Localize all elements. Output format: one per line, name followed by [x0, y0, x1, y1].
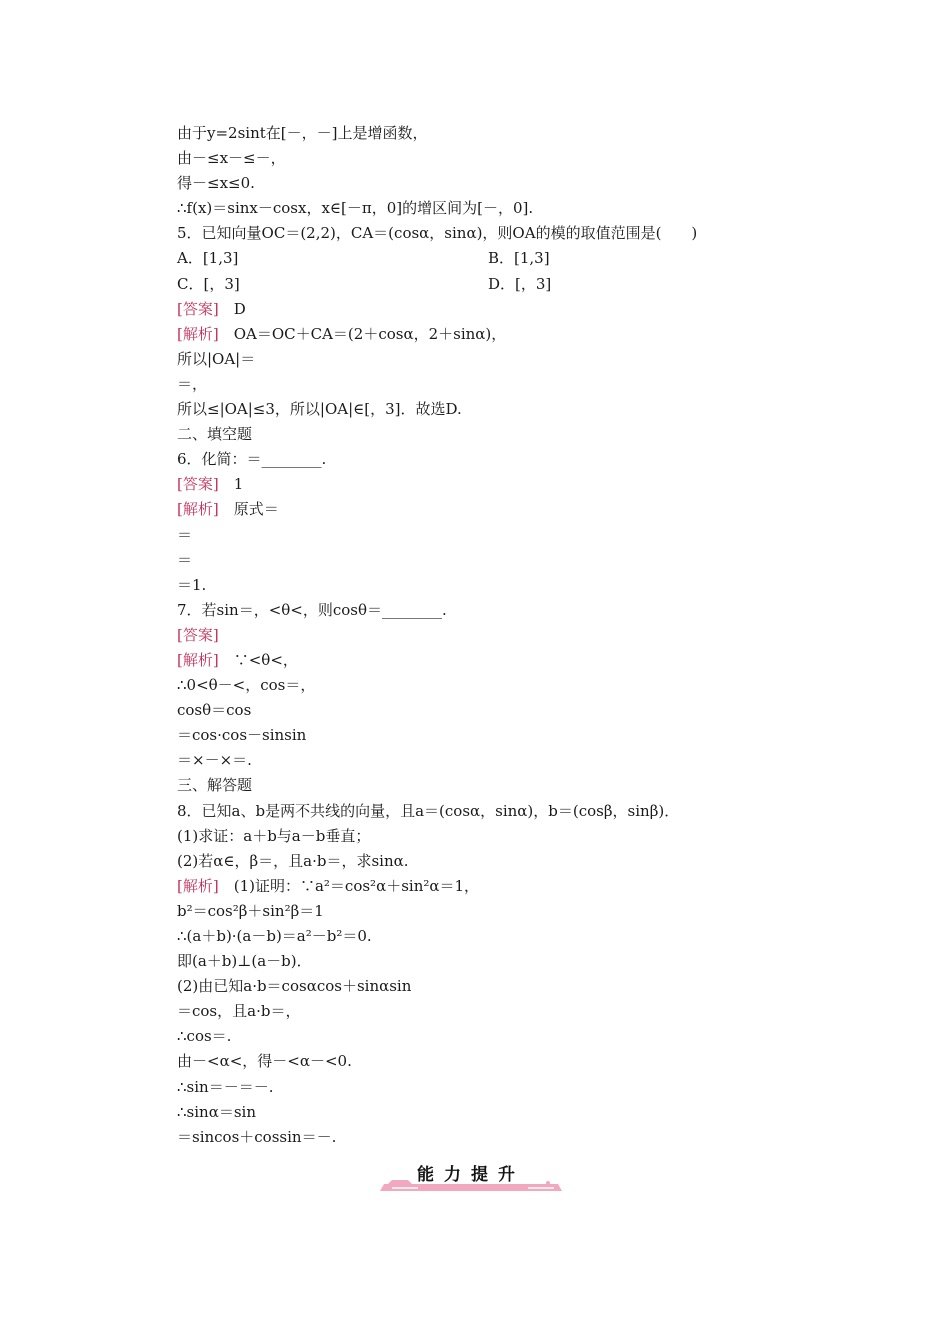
- options-row: [177, 272, 777, 297]
- analysis-line: [177, 322, 777, 347]
- option-a: A．[1,3]: [177, 249, 239, 268]
- answer-tag: [答案]: [177, 299, 219, 318]
- text-line: ∴0<θ－<，cos＝，: [177, 676, 316, 695]
- analysis-tag: [解析]: [177, 650, 219, 669]
- analysis-text: (1)证明：∵a²＝cos²α＋sin²α＝1，: [233, 876, 480, 895]
- analysis-line: [177, 648, 777, 673]
- text-line: ∴(a＋b)·(a－b)＝a²－b²＝0.: [177, 927, 372, 945]
- text-line: ＝: [177, 550, 193, 569]
- text-line: 由－≤x－≤－，: [177, 149, 286, 168]
- answer-line: [177, 623, 777, 648]
- answer-line: [177, 297, 777, 322]
- question-7: 7．若sin＝，<θ<，则cosθ＝________.: [177, 600, 447, 619]
- question-5: 5．已知向量OC＝(2,2)，CA＝(cosα，sinα)，则OA的模的取值范围是( ): [177, 224, 698, 243]
- section-banner: [378, 1158, 564, 1192]
- text-line: (2)由已知a·b＝cosαcos＋sinαsin: [177, 977, 412, 996]
- question-8: 8．已知a、b是两不共线的向量，且a＝(cosα，sinα)，b＝(cosβ，sinβ)．: [177, 801, 680, 820]
- text-line: 所以|OA|＝: [177, 349, 256, 368]
- analysis-text: 原式＝: [233, 500, 279, 519]
- text-line: ∴cos＝.: [177, 1027, 232, 1046]
- text-line: 由－<α<，得－<α－<0.: [177, 1052, 352, 1071]
- text-line: 即(a＋b)⊥(a－b)．: [177, 952, 312, 971]
- solution-text: [177, 121, 777, 1150]
- answer-value: D: [233, 299, 246, 318]
- text-line: ＝: [177, 525, 193, 544]
- analysis-text: ∵<θ<，: [233, 650, 298, 669]
- option-b: B．[1,3]: [488, 249, 550, 268]
- answer-line: [177, 472, 777, 497]
- text-line: ＝，: [177, 374, 208, 393]
- section-heading: 三、解答题: [177, 776, 253, 795]
- text-line: ＝cos·cos－sinsin: [177, 726, 307, 745]
- text-line: cosθ＝cos: [177, 701, 252, 720]
- text-line: ＝cos，且a·b＝，: [177, 1002, 301, 1021]
- answer-tag: [答案]: [177, 625, 219, 644]
- option-c: C．[，3]: [177, 274, 240, 293]
- banner-title: 能力提升: [417, 1165, 525, 1185]
- text-line: ∴sin＝－＝－.: [177, 1077, 274, 1096]
- section-heading: 二、填空题: [177, 425, 253, 444]
- text-line: b²＝cos²β＋sin²β＝1: [177, 901, 324, 920]
- analysis-line: [177, 497, 777, 522]
- text-line: 得－≤x≤0.: [177, 174, 255, 193]
- answer-tag: [答案]: [177, 475, 219, 494]
- analysis-tag: [解析]: [177, 876, 219, 895]
- analysis-line: [177, 874, 777, 899]
- analysis-tag: [解析]: [177, 500, 219, 519]
- analysis-text: OA＝OC＋CA＝(2＋cosα，2＋sinα)，: [233, 324, 507, 343]
- answer-value: 1: [233, 475, 244, 494]
- analysis-tag: [解析]: [177, 324, 219, 343]
- text-line: 所以≤|OA|≤3，所以|OA|∈[，3]．故选D.: [177, 400, 462, 419]
- text-line: ∴sinα＝sin: [177, 1102, 256, 1121]
- option-d: D．[，3]: [488, 274, 552, 293]
- text-line: ＝1.: [177, 575, 207, 594]
- text-line: ＝sincos＋cossin＝－.: [177, 1127, 337, 1146]
- text-line: ＝×－×＝.: [177, 751, 252, 770]
- text-line: (1)求证：a＋b与a－b垂直；: [177, 826, 371, 845]
- text-line: 由于y=2sint在[－，－]上是增函数，: [177, 124, 428, 142]
- text-line: ∴f(x)＝sinx－cosx，x∈[－π，0]的增区间为[－，0].: [177, 199, 534, 218]
- question-6: 6．化简：＝________.: [177, 450, 327, 469]
- options-row: [177, 246, 777, 271]
- text-line: (2)若α∈，β＝，且a·b＝，求sinα.: [177, 851, 409, 870]
